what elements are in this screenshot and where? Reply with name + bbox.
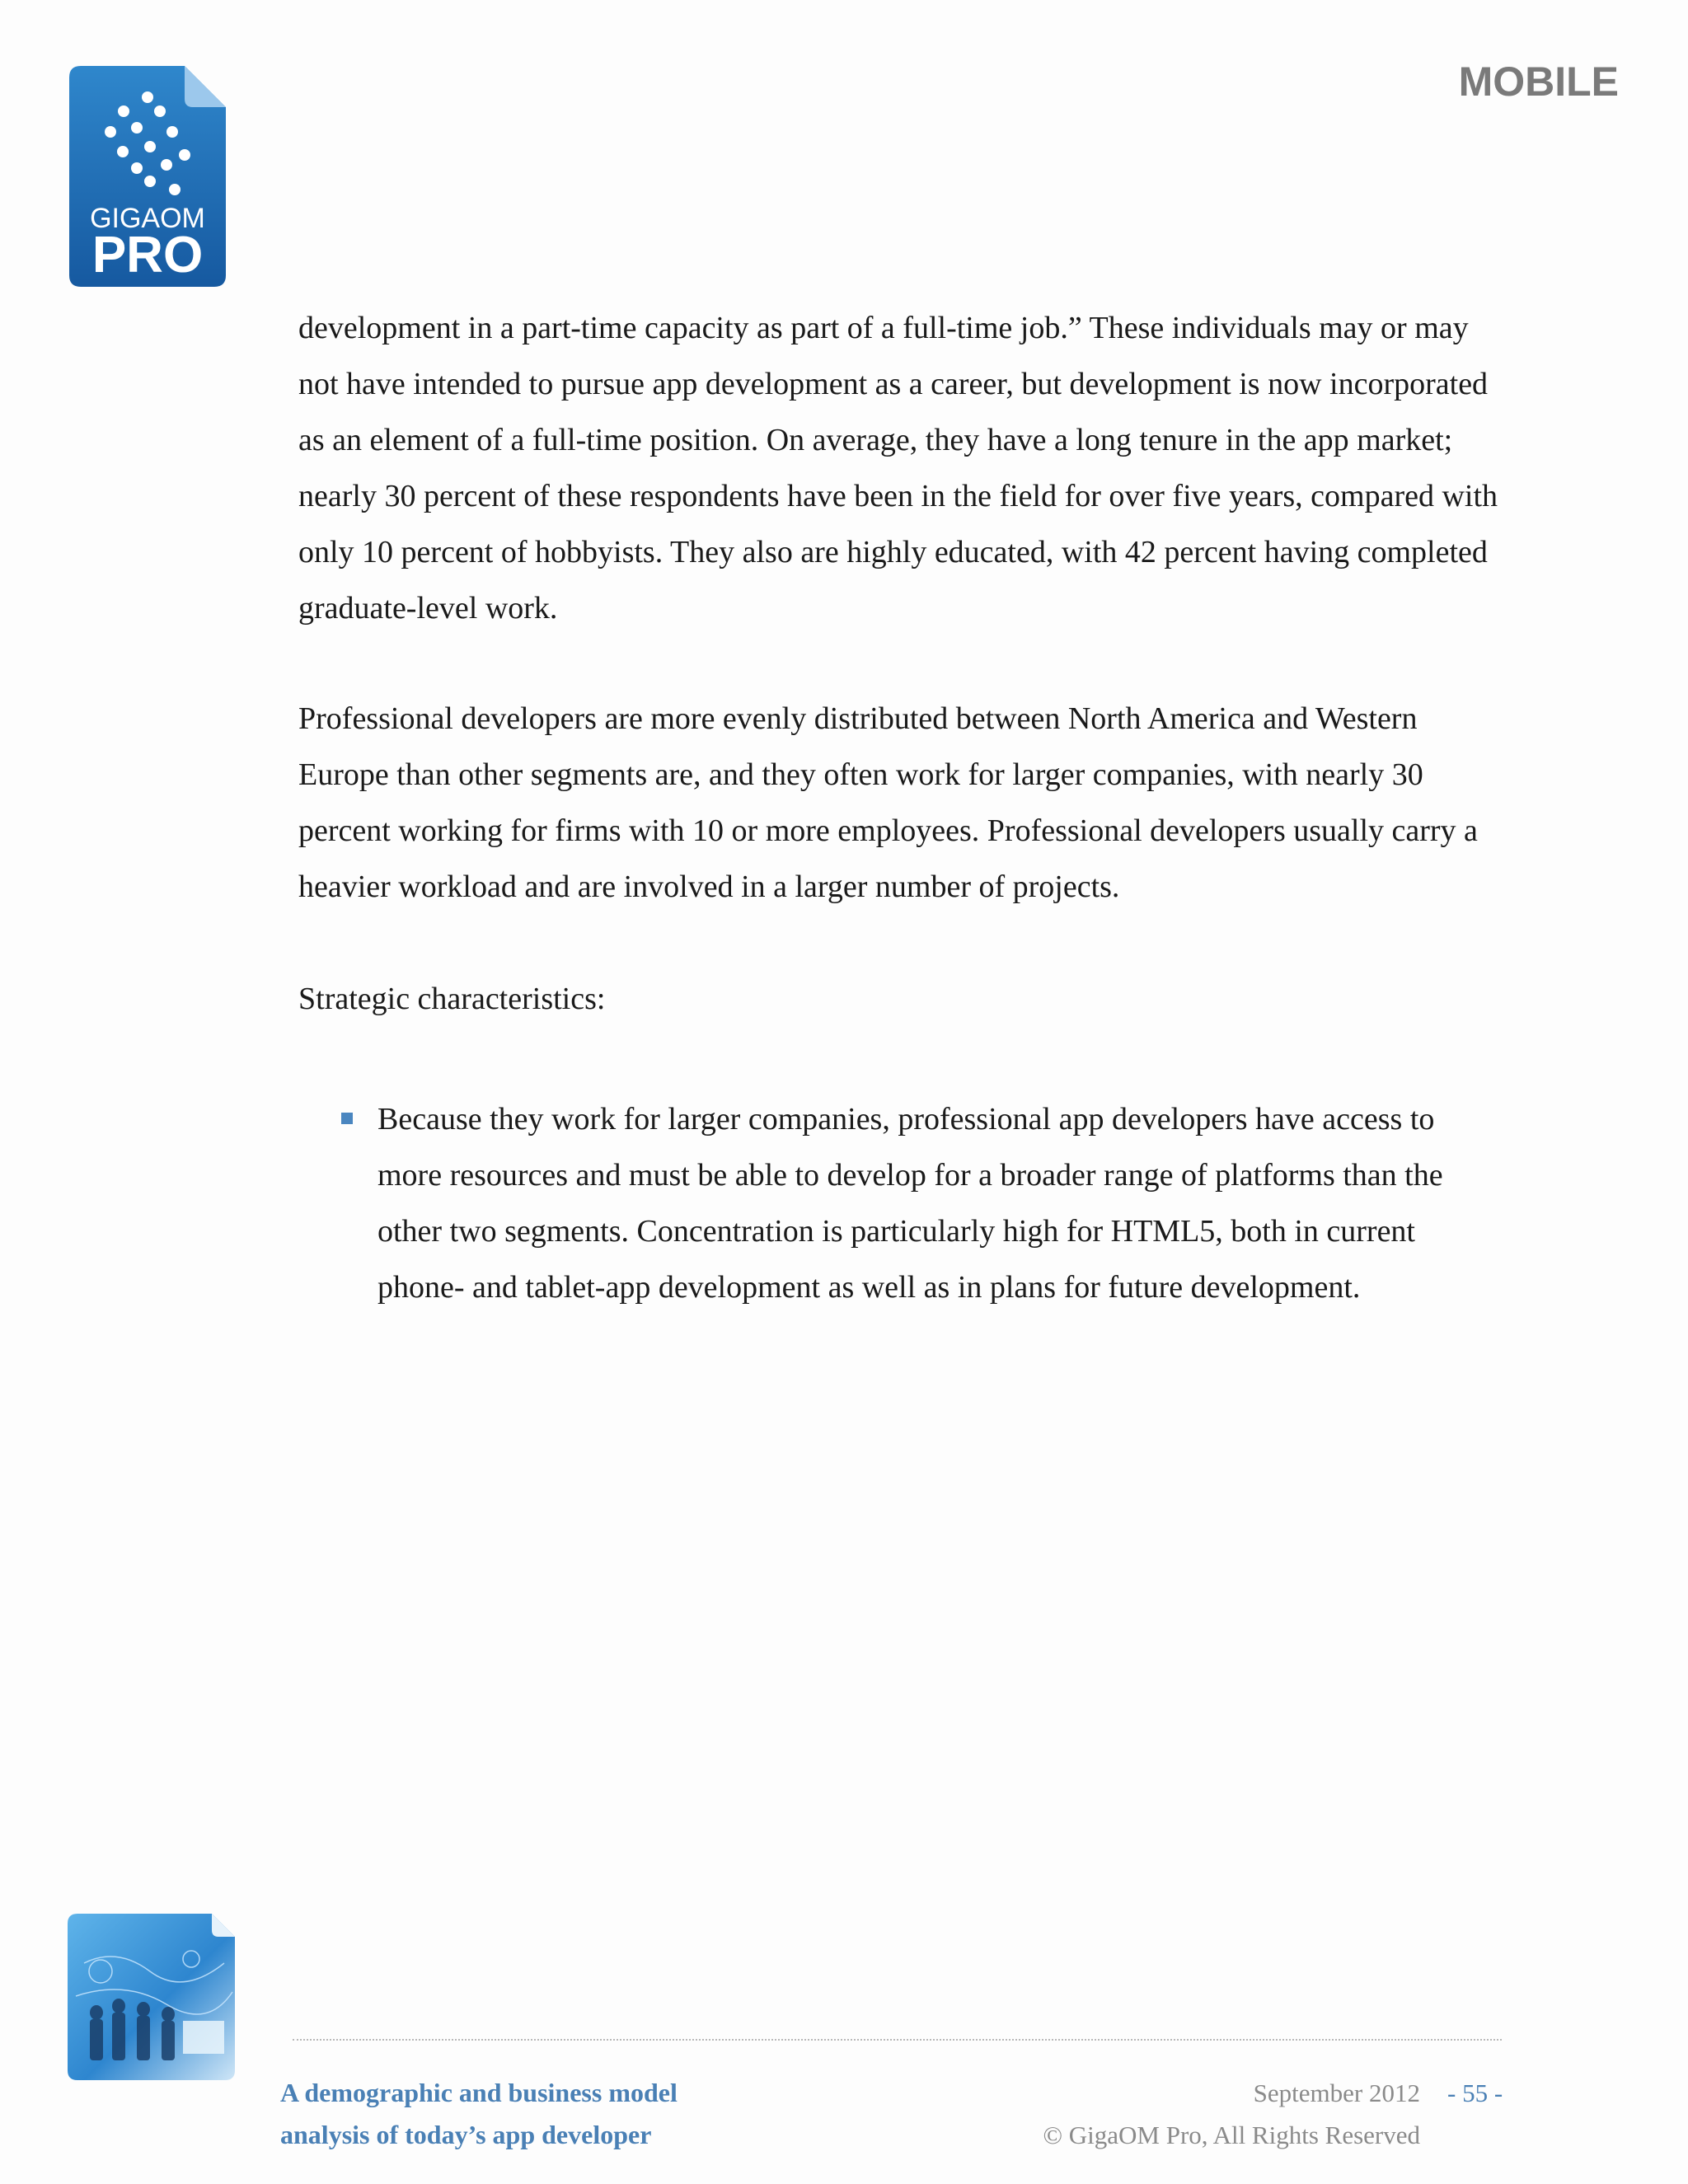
square-bullet-icon — [341, 1113, 353, 1124]
bullet-text: Because they work for larger companies, professional app developers have access to more resources and must be able to develop for a broader range of platforms than the other two segments. Concentration is particularly high for HTML5, both in current phone- and tablet-app development as well as in plans for future development. — [377, 1102, 1443, 1305]
footer-report-title — [280, 2072, 678, 2156]
footer-cover-thumbnail — [68, 1914, 235, 2080]
gigaom-pro-logo — [69, 66, 226, 287]
body-paragraph-1: development in a part-time capacity as part of a full-time job.” These individuals may or may not have intended to pursue app development as a career, but development is now incorporated as an element of a full-time position. On average, they have a long tenure in the app market; nearly 30 percent of these respondents have been in the field for over five years, compared with only 10 percent of hobbyists. They also are highly educated, with 42 percent having completed graduate-level work. — [298, 311, 1498, 626]
logo-bottom-text: PRO — [91, 227, 204, 284]
section-label: MOBILE — [1458, 59, 1619, 105]
list-item — [377, 1091, 1502, 1315]
main-content — [298, 300, 1502, 1315]
footer-date: September 2012 — [1253, 2079, 1420, 2107]
footer-title-line-2: analysis of today’s app developer — [280, 2120, 652, 2149]
footer-divider — [293, 2039, 1502, 2041]
strategic-heading: Strategic characteristics: — [298, 982, 606, 1016]
footer-copyright: © GigaOM Pro, All Rights Reserved — [1043, 2121, 1420, 2149]
body-paragraph-2: Professional developers are more evenly distributed between North America and Western Europe than other segments are, and they often work for larger companies, with nearly 30 percent working for firms with 10 or more employees. Professional developers usually carry a heavier workload and are involved in a larger number of projects. — [298, 701, 1478, 904]
bullet-list — [298, 1091, 1502, 1315]
page-number: - 55 - — [1447, 2079, 1503, 2107]
footer-title-line-1: A demographic and business model — [280, 2078, 678, 2107]
logo-top-text: GIGAOM — [90, 203, 205, 234]
